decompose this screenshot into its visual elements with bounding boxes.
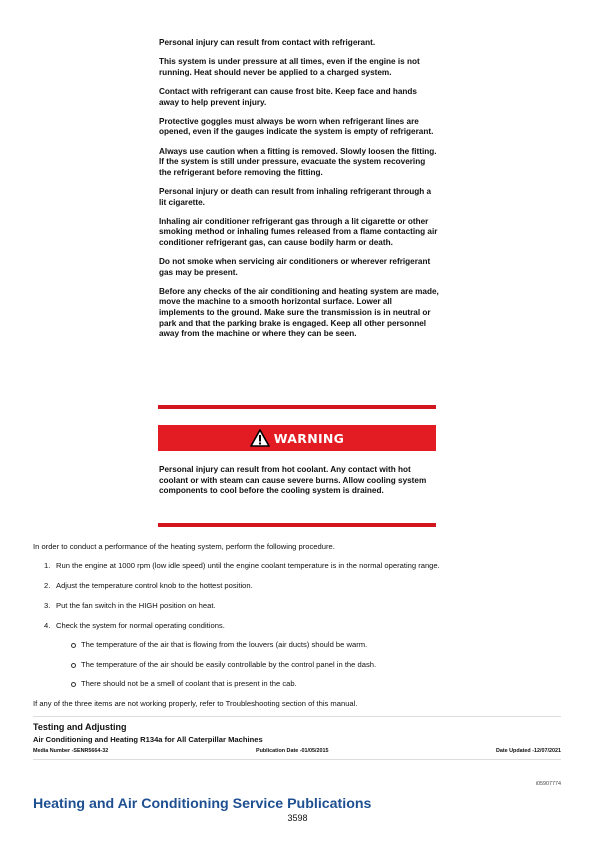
procedure-steps [44, 561, 440, 641]
bullet-icon [71, 643, 76, 648]
procedure-intro: In order to conduct a performance of the heating system, perform the following procedure. [33, 542, 335, 551]
step-text: Check the system for normal operating conditions. [56, 621, 225, 630]
list-item [71, 660, 376, 680]
list-item [71, 640, 376, 660]
footer-divider [33, 716, 561, 717]
check-text: There should not be a smell of coolant that is present in the cab. [81, 679, 297, 688]
warning-paragraph: Personal injury or death can result from inhaling refrigerant through a lit cigarette. [159, 186, 432, 207]
warning-paragraph: Always use caution when a fitting is removed. Slowly loosen the fitting. If the system is still under pressure, evacuate the system recovering the refrigerant before removing the fitting. [159, 146, 437, 177]
warning-banner [158, 425, 436, 451]
warning-paragraph: Personal injury can result from contact with refrigerant. [159, 38, 376, 47]
warning-divider [158, 405, 436, 409]
warning-label: WARNING [273, 430, 345, 446]
list-item [71, 679, 376, 699]
footer-divider [33, 759, 561, 760]
step-text: Adjust the temperature control knob to the hottest position. [56, 581, 253, 590]
coolant-warning-paragraph: Personal injury can result from hot coolant. Any contact with hot coolant or with steam can cause severe burns. Allow cooling system components to cool before the cooling system is drained. [159, 465, 427, 496]
warning-paragraph: Do not smoke when servicing air conditioners or wherever refrigerant gas may be present. [159, 257, 431, 277]
publication-date: Publication Date -01/05/2015 [256, 748, 329, 754]
bullet-icon [71, 663, 76, 668]
warning-paragraph: This system is under pressure at all times, even if the engine is not running. Heat should never be applied to a charged system. [159, 57, 420, 77]
step-number: 4. [44, 621, 51, 630]
list-item [44, 561, 440, 581]
document-title: Air Conditioning and Heating R134a for All Caterpillar Machines [33, 735, 263, 744]
step-text: Run the engine at 1000 rpm (low idle speed) until the engine coolant temperature is in the normal operating range. [56, 561, 440, 570]
procedure-closing: If any of the three items are not working properly, refer to Troubleshooting section of this manual. [33, 699, 358, 708]
bullet-icon [71, 682, 76, 687]
date-updated: Date Updated -12/07/2021 [495, 748, 561, 754]
check-text: The temperature of the air that is flowing from the louvers (air ducts) should be warm. [81, 640, 368, 649]
list-item [44, 601, 440, 621]
warning-triangle-icon [250, 429, 270, 447]
check-text: The temperature of the air should be easily controllable by the control panel in the dash. [81, 659, 377, 669]
step-text: Put the fan switch in the HIGH position on heat. [56, 601, 216, 610]
page-number: 3598 [287, 813, 308, 823]
warning-paragraph: Contact with refrigerant can cause frost bite. Keep face and hands away to help prevent injury. [159, 86, 417, 107]
check-list [71, 640, 376, 699]
refrigerant-warning-text [159, 38, 439, 348]
warning-divider [158, 523, 436, 527]
list-item [44, 621, 440, 641]
media-number: Media Number -SENR5664-32 [33, 748, 109, 754]
list-item [44, 581, 440, 601]
coolant-warning-text [159, 465, 439, 497]
document-id: i05907774 [535, 781, 561, 787]
step-number: 3. [44, 601, 51, 610]
warning-paragraph: Protective goggles must always be worn when refrigerant lines are opened, even if the gauges indicate the system is empty of refrigerant. [159, 116, 434, 137]
step-number: 1. [44, 561, 51, 570]
step-number: 2. [44, 581, 51, 590]
section-title: Testing and Adjusting [33, 722, 127, 732]
publication-brand: Heating and Air Conditioning Service Publications [33, 796, 372, 812]
warning-paragraph: Before any checks of the air conditioning and heating system are made, move the machine to a smooth horizontal surface. Lower all implements to the ground. Make sure the transmission is in neutral or park and that the parking brake is engaged. Keep all other personnel away from the machine or where they can be seen. [159, 286, 439, 339]
warning-paragraph: Inhaling air conditioner refrigerant gas through a lit cigarette or other smoking method or inhaling fumes released from a flame contacting air conditioner refrigerant gas, can cause bodily harm or death. [159, 216, 438, 247]
